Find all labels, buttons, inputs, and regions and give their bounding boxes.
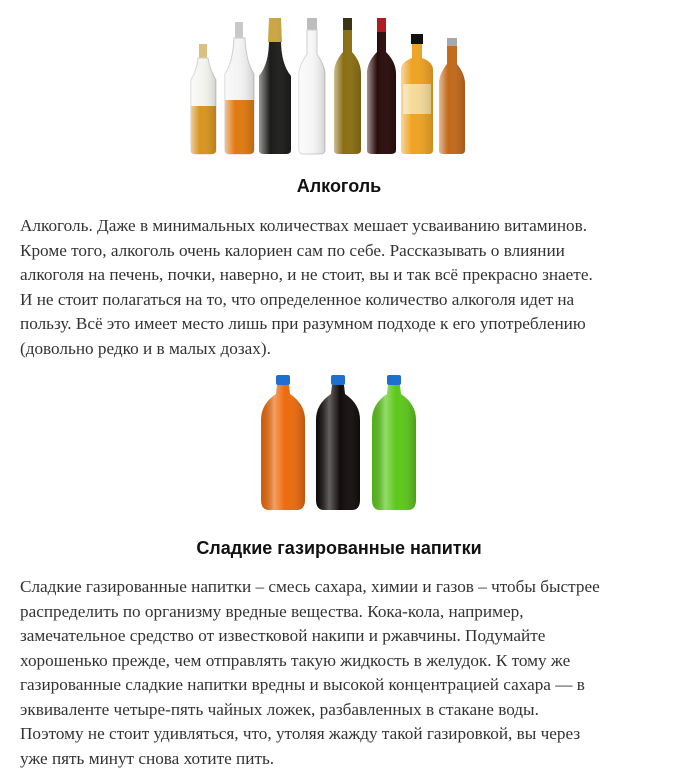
- text-line: (довольно редко и в малых дозах).: [20, 338, 271, 358]
- section-text-soda: [20, 575, 670, 771]
- text-line: замечательное средство от известковой накипи и ржавчины. Подумайте: [20, 626, 546, 645]
- bottle-whisky: [401, 34, 433, 154]
- bottle-beer: [439, 38, 465, 154]
- bottle-green-soda: [372, 375, 416, 510]
- text-line: распределить по организму вредные вещества. Кока-кола, например,: [20, 601, 524, 621]
- bottle-olive: [334, 18, 361, 154]
- section-title-soda: Сладкие газированные напитки: [196, 538, 482, 558]
- text-line: уже пять минут снова хотите пить.: [20, 748, 275, 768]
- text-line: И не стоит полагаться на то, что определенное количество алкоголя идет на: [20, 289, 575, 309]
- bottle-wine: [367, 18, 396, 154]
- text-line: алкоголя на печень, почки, наверно, и не стоит, вы и так всё прекрасно знаете.: [20, 265, 593, 284]
- text-line: Сладкие газированные напитки – смесь сахара, химии и газов – чтобы быстрее: [20, 577, 600, 596]
- text-line: Алкоголь. Даже в минимальных количествах мешает усваиванию витаминов.: [20, 216, 588, 235]
- alcohol-bottles-image: [0, 14, 678, 156]
- bottle-cola: [316, 375, 360, 510]
- bottle-orange: [225, 22, 254, 154]
- soda-bottles-image: [0, 372, 678, 514]
- bottle-clear: [299, 18, 325, 154]
- text-line: Кроме того, алкоголь очень калориен сам по себе. Рассказывать о влиянии: [20, 240, 565, 260]
- text-line: эквиваленте четыре-пять чайных ложек, разбавленных в стакане воды.: [20, 699, 539, 719]
- text-line: газированные сладкие напитки вредны и высокой концентрацией сахара — в: [20, 675, 585, 694]
- section-title-alcohol: Алкоголь: [296, 176, 382, 196]
- text-line: Поэтому не стоит удивляться, что, утоляя жажду такой газировкой, вы через: [20, 724, 581, 743]
- text-line: пользу. Всё это имеет место лишь при разумном подходе к его употреблению: [20, 314, 586, 333]
- bottle-amber-small: [191, 44, 216, 154]
- bottle-champagne: [259, 18, 291, 154]
- bottle-orange-soda: [261, 375, 305, 510]
- section-text-alcohol: [20, 214, 670, 361]
- text-line: хорошенько прежде, чем отправлять такую жидкость в желудок. К тому же: [20, 650, 571, 670]
